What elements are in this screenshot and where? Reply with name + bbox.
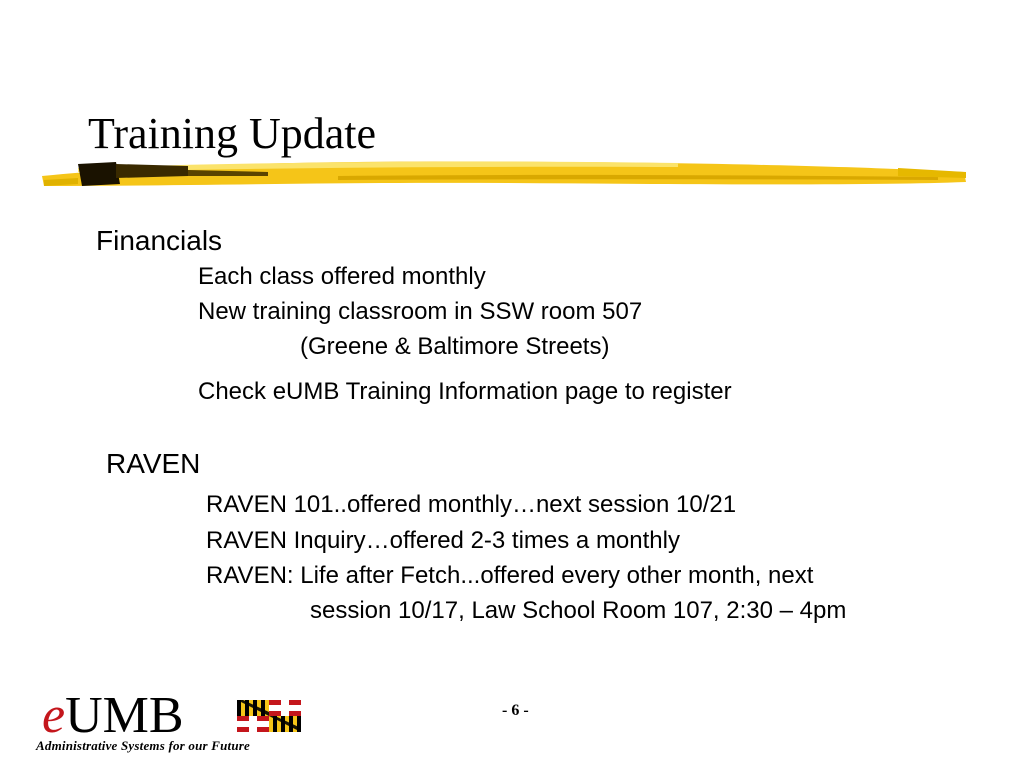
logo-tagline: Administrative Systems for our Future: [36, 738, 250, 753]
raven-item: RAVEN: Life after Fetch...offered every other month, next: [206, 562, 814, 589]
logo-wordmark: [42, 686, 184, 746]
title-underline-brushstroke: [38, 150, 968, 192]
financials-heading: Financials: [96, 225, 223, 256]
financials-item: New training classroom in SSW room 507: [198, 298, 643, 325]
maryland-flag-icon: [237, 700, 301, 732]
raven-heading: RAVEN: [106, 448, 201, 479]
financials-item-address: (Greene & Baltimore Streets): [300, 333, 610, 360]
financials-item: Check eUMB Training Information page to register: [198, 378, 732, 405]
logo-name: UMB: [65, 687, 184, 744]
slide-title: Training Update: [88, 109, 377, 158]
raven-item: RAVEN Inquiry…offered 2-3 times a monthly: [206, 527, 680, 554]
eumb-logo: [34, 686, 314, 758]
logo-prefix: e: [42, 687, 66, 744]
raven-item: RAVEN 101..offered monthly…next session 10/21: [206, 491, 737, 518]
raven-item-continuation: session 10/17, Law School Room 107, 2:30 – 4pm: [310, 597, 847, 624]
financials-item: Each class offered monthly: [198, 263, 486, 290]
page-number: - 6 -: [502, 702, 529, 719]
